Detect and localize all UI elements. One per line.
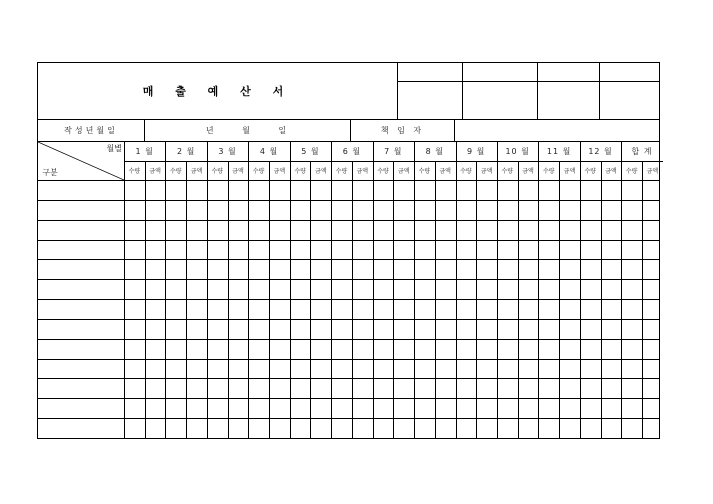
amount-header: 금액 <box>356 168 369 175</box>
approval-box <box>397 63 659 119</box>
grid-line <box>497 142 498 439</box>
manager-value <box>455 120 659 141</box>
grid-line <box>373 142 374 439</box>
grid-line <box>538 142 539 439</box>
month-header: 2 월 <box>176 147 196 156</box>
qty-header: 수량 <box>170 168 182 175</box>
grid-line <box>248 142 249 439</box>
qty-header: 수량 <box>377 168 389 175</box>
amount-header: 금액 <box>273 168 286 175</box>
month-header: 12 월 <box>588 147 613 156</box>
grid-line <box>331 142 332 439</box>
corner-month-label: 월별 <box>106 143 122 153</box>
qty-header: 수량 <box>625 168 638 175</box>
amount-header: 금액 <box>480 168 493 175</box>
grid-line <box>38 299 659 300</box>
month-header: 1 월 <box>135 147 154 156</box>
qty-header: 수량 <box>542 168 555 175</box>
grid-line <box>38 200 659 201</box>
grid-line <box>207 142 208 439</box>
sales-budget-form <box>37 62 660 439</box>
grid-line <box>38 180 659 181</box>
amount-header: 금액 <box>315 168 327 175</box>
grid-line <box>621 142 622 439</box>
amount-header: 금액 <box>439 168 451 175</box>
qty-header: 수량 <box>128 168 141 175</box>
amount-header: 금액 <box>149 168 161 175</box>
grid-line <box>124 142 125 439</box>
grid-line <box>414 142 415 439</box>
title-row <box>38 63 659 120</box>
amount-header: 금액 <box>522 168 534 175</box>
manager-label: 책 임 자 <box>351 120 455 141</box>
month-header: 9 월 <box>467 147 486 156</box>
month-header: 11 월 <box>546 147 572 156</box>
month-header: 4 월 <box>259 147 279 156</box>
amount-header: 금액 <box>563 168 576 175</box>
qty-header: 수량 <box>501 168 514 175</box>
qty-header: 수량 <box>460 168 472 175</box>
grid-line <box>165 142 166 439</box>
month-header: 7 월 <box>384 147 403 156</box>
month-header: 3 월 <box>218 147 237 156</box>
date-label: 작성년월일 <box>38 120 145 141</box>
month-header: 6 월 <box>342 147 362 156</box>
grid-line <box>38 339 659 340</box>
grid-line <box>38 398 659 399</box>
month-header: 10 월 <box>505 147 530 156</box>
grid-line <box>38 319 659 320</box>
qty-header: 수량 <box>211 168 224 175</box>
grid-line <box>38 359 659 360</box>
month-header: 8 월 <box>425 147 444 156</box>
info-row <box>38 120 659 142</box>
amount-header: 금액 <box>646 168 659 175</box>
grid-line <box>38 418 659 419</box>
qty-header: 수량 <box>584 168 596 175</box>
month-header: 5 월 <box>301 147 320 156</box>
corner-category-label: 구분 <box>42 167 58 177</box>
qty-header: 수량 <box>335 168 348 175</box>
date-value: 년 월 일 <box>145 120 351 141</box>
grid-line <box>580 142 581 439</box>
qty-header: 수량 <box>252 168 265 175</box>
month-header: 합 계 <box>631 147 653 156</box>
amount-header: 금액 <box>190 168 203 175</box>
grid-line <box>38 259 659 260</box>
grid-line <box>38 378 659 379</box>
qty-header: 수량 <box>418 168 431 175</box>
grid-line <box>290 142 291 439</box>
grid-line <box>38 240 659 241</box>
grid-line <box>38 279 659 280</box>
qty-header: 수량 <box>294 168 306 175</box>
amount-header: 금액 <box>397 168 410 175</box>
grid-line <box>38 220 659 221</box>
amount-header: 금액 <box>605 168 617 175</box>
grid-line <box>456 142 457 439</box>
corner-diagonal <box>38 142 124 180</box>
form-title: 매 출 예 산 서 <box>142 85 293 98</box>
amount-header: 금액 <box>232 168 244 175</box>
